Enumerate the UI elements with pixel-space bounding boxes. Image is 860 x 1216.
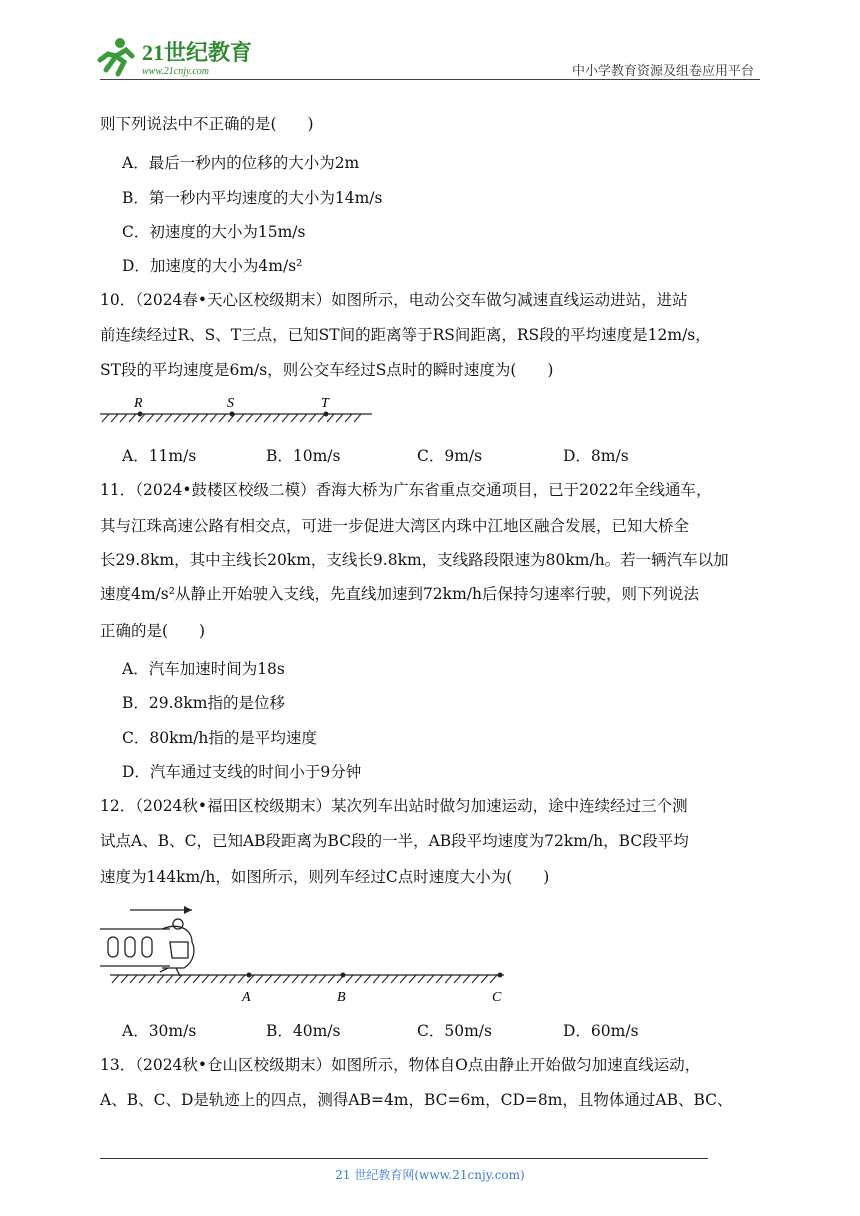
ground-hatch [130, 975, 137, 983]
ground-hatch [201, 414, 208, 422]
q11-line-1: 11．（2024•鼓楼区校级二模）香海大桥为广东省重点交通项目，已于2022年全线通车， [100, 481, 712, 499]
ground-hatch [210, 414, 217, 422]
point-s [230, 412, 235, 417]
q11-line-2: 其与江珠高速公路有相交点，可进一步促进大湾区内珠中江地区融合发展，已知大桥全 [100, 517, 690, 535]
q11-option-d: D．汽车通过支线的时间小于9分钟 [122, 763, 362, 781]
point-c [498, 973, 503, 978]
point-a [247, 973, 252, 978]
q10-figure [100, 392, 375, 428]
label-b: B [337, 990, 346, 1005]
ground-hatch [282, 414, 289, 422]
ground-hatch [175, 975, 182, 983]
label-t: T [321, 396, 329, 411]
ground-hatch [193, 975, 200, 983]
ground-hatch [273, 414, 280, 422]
q12-line-2: 试点A、B、C，已知AB段距离为BC段的一半，AB段平均速度为72km/h，BC段平均 [100, 832, 689, 850]
ground-hatch [400, 975, 407, 983]
ground-hatch [283, 975, 290, 983]
q11-line-4: 速度4m/s²从静止开始驶入支线，先直线加速到72km/h后保持匀速率行驶，则下列说法 [100, 585, 699, 603]
ground-hatch [102, 414, 109, 422]
ground-hatch [309, 414, 316, 422]
q9-option-a: A．最后一秒内的位移的大小为2m [122, 154, 360, 172]
q9-option-c: C．初速度的大小为15m/s [122, 223, 306, 241]
site-logo [96, 34, 266, 80]
label-a: A [242, 990, 251, 1005]
runner-icon [100, 38, 132, 74]
q10-option-d: D．8m/s [563, 447, 629, 465]
q9-stem: 则下列说法中不正确的是( ) [100, 115, 314, 133]
ground-hatch [220, 975, 227, 983]
ground-hatch [237, 414, 244, 422]
ground-hatch [246, 414, 253, 422]
ground-hatch [345, 414, 352, 422]
ground-hatch [418, 975, 425, 983]
q11-option-c: C．80km/h指的是平均速度 [122, 729, 317, 747]
ground-hatch [156, 414, 163, 422]
footer-text: 21 世纪教育网(www.21cnjy.com) [335, 1168, 525, 1182]
ground-hatch [336, 414, 343, 422]
ground-hatch [472, 975, 479, 983]
ground-hatch [174, 414, 181, 422]
ground-hatch [183, 414, 190, 422]
ground-hatch [202, 975, 209, 983]
ground-hatch [274, 975, 281, 983]
q10-option-b: B．10m/s [266, 447, 341, 465]
q12-option-a: A．30m/s [122, 1022, 197, 1040]
ground-hatch [147, 414, 154, 422]
ground-hatch [291, 414, 298, 422]
header-divider [100, 79, 760, 80]
ground-hatch [346, 975, 353, 983]
ground-hatch [111, 414, 118, 422]
ground-hatch [292, 975, 299, 983]
ground-hatch [463, 975, 470, 983]
point-b [341, 973, 346, 978]
ground-hatch [192, 414, 199, 422]
ground-hatch [373, 975, 380, 983]
ground-hatch [238, 975, 245, 983]
q13-line-2: A、B、C、D是轨迹上的四点，测得AB=4m，BC=6m，CD=8m，且物体通过AB、BC、 [100, 1091, 733, 1109]
ground-hatch [139, 975, 146, 983]
q10-option-a: A．11m/s [122, 447, 197, 465]
ground-hatch [121, 975, 128, 983]
header-platform-text: 中小学教育资源及组卷应用平台 [571, 64, 754, 79]
ground-hatch [184, 975, 191, 983]
q11-line-3: 长29.8km，其中主线长20km，支线长9.8km，支线路段限速为80km/h。若一辆汽车以加 [100, 551, 729, 569]
q12-figure [100, 902, 510, 1006]
q12-line-3: 速度为144km/h，如图所示，则列车经过C点时速度大小为( ) [100, 868, 550, 886]
ground-hatch [409, 975, 416, 983]
ground-hatch [256, 975, 263, 983]
label-c: C [492, 990, 502, 1005]
ground-hatch [355, 975, 362, 983]
q12-option-c: C．50m/s [417, 1022, 492, 1040]
logo-main-text: 21世纪教育 [142, 40, 253, 65]
footer-divider [100, 1158, 708, 1159]
ground-hatch [454, 975, 461, 983]
ground-hatch [165, 414, 172, 422]
ground-hatch [391, 975, 398, 983]
logo-url-text: www.21cnjy.com [142, 66, 210, 77]
q11-option-b: B．29.8km指的是位移 [122, 694, 285, 712]
ground-hatch [265, 975, 272, 983]
q9-option-b: B．第一秒内平均速度的大小为14m/s [122, 189, 383, 207]
ground-hatch [427, 975, 434, 983]
ground-hatch [354, 414, 361, 422]
ground-hatch [255, 414, 262, 422]
ground-hatch [157, 975, 164, 983]
ground-hatch [310, 975, 317, 983]
ground-hatch [166, 975, 173, 983]
q11-line-5: 正确的是( ) [100, 622, 206, 640]
ground-hatch [328, 975, 335, 983]
ground-hatch [300, 414, 307, 422]
ground-hatch [364, 975, 371, 983]
q10-line-3: ST段的平均速度是6m/s，则公交车经过S点时的瞬时速度为( ) [100, 361, 554, 379]
label-r: R [134, 396, 143, 411]
q11-option-a: A．汽车加速时间为18s [122, 660, 285, 678]
ground-hatch [382, 975, 389, 983]
q9-option-d: D．加速度的大小为4m/s² [122, 257, 303, 275]
ground-hatch [211, 975, 218, 983]
q10-line-2: 前连续经过R、S、T三点，已知ST间的距离等于RS间距离，RS段的平均速度是12m/s， [100, 326, 711, 344]
ground-hatch [264, 414, 271, 422]
point-t [324, 412, 329, 417]
ground-hatch [112, 975, 119, 983]
ground-hatch [219, 414, 226, 422]
ground-hatch [301, 975, 308, 983]
label-s: S [227, 396, 234, 411]
ground-hatch [129, 414, 136, 422]
q10-line-1: 10．（2024春•天心区校级期末）如图所示，电动公交车做匀减速直线运动进站，进站 [100, 291, 688, 309]
ground-hatch [436, 975, 443, 983]
ground-hatch [229, 975, 236, 983]
q12-option-b: B．40m/s [266, 1022, 341, 1040]
train-icon [100, 919, 194, 976]
ground-hatch [490, 975, 497, 983]
ground-hatch [481, 975, 488, 983]
q12-option-d: D．60m/s [563, 1022, 639, 1040]
q13-line-1: 13．（2024秋•仓山区校级期末）如图所示，物体自O点由静止开始做匀加速直线运动， [100, 1056, 701, 1074]
ground-hatch [319, 975, 326, 983]
ground-hatch [445, 975, 452, 983]
ground-hatch [120, 414, 127, 422]
q10-option-c: C．9m/s [417, 447, 483, 465]
ground-hatch [148, 975, 155, 983]
point-r [138, 412, 143, 417]
q12-line-1: 12．（2024秋•福田区校级期末）某次列车出站时做匀加速运动，途中连续经过三个测 [100, 797, 688, 815]
